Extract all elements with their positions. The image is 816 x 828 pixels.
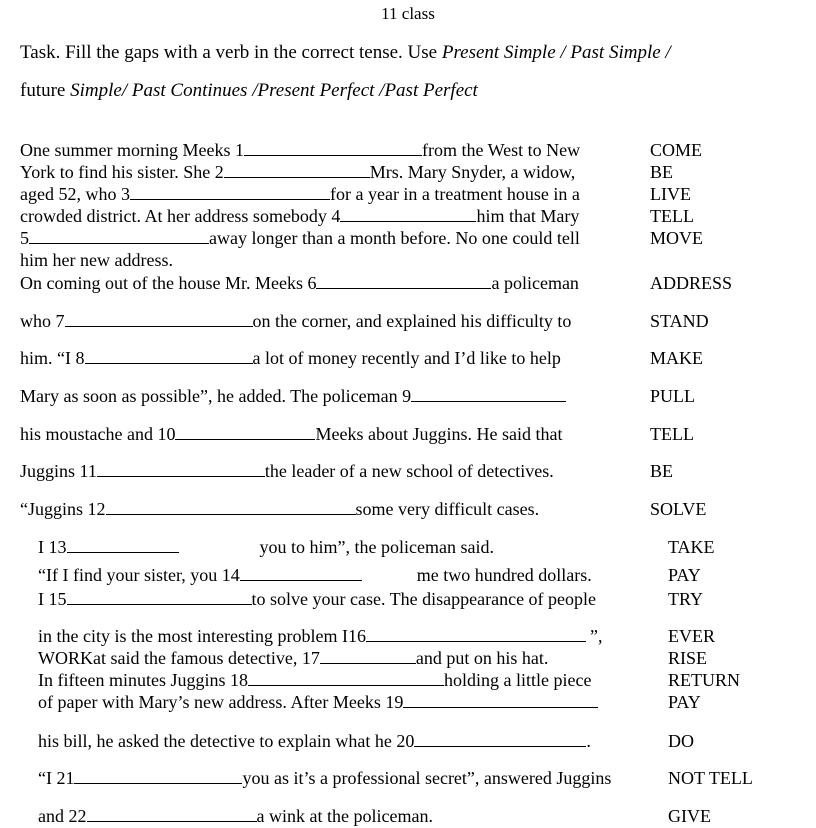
text-line xyxy=(38,648,548,669)
line-text-before: “If I find your sister, you 14 xyxy=(38,565,240,585)
line-text-before: his moustache and 10 xyxy=(20,424,176,444)
gap-blank[interactable] xyxy=(316,273,491,289)
text-line xyxy=(38,537,494,558)
task-tenses: Simple/ Past Continues /Present Perfect /Past Perfect xyxy=(70,80,478,101)
line-text-before: in the city is the most interesting problem I16 xyxy=(38,626,366,646)
line-text-before: WORKat said the famous detective, 17 xyxy=(38,648,320,668)
class-heading: 11 class xyxy=(381,4,435,23)
line-text-after: you to him”, the policeman said. xyxy=(259,537,494,557)
gap-blank[interactable] xyxy=(414,731,586,747)
verb-hint: DO xyxy=(668,731,694,751)
line-text-after: for a year in a treatment house in a xyxy=(329,184,580,204)
gap-blank[interactable] xyxy=(403,692,598,708)
line-text-before: I 13 xyxy=(38,537,67,557)
text-line xyxy=(38,589,596,610)
verb-hint: MOVE xyxy=(650,228,703,248)
line-text-after: some very difficult cases. xyxy=(355,499,540,519)
line-text-before: crowded district. At her address somebody 4 xyxy=(20,206,341,226)
text-line xyxy=(20,273,579,294)
line-text-after: to solve your case. The disappearance of people xyxy=(251,589,597,609)
text-line: him her new address. xyxy=(20,250,173,270)
gap-blank[interactable] xyxy=(67,589,252,605)
verb-hint: RETURN xyxy=(668,670,740,690)
line-text-after: ”, xyxy=(589,626,603,646)
gap-blank[interactable] xyxy=(29,228,209,244)
text-line xyxy=(20,386,566,407)
line-text-before: In fifteen minutes Juggins 18 xyxy=(38,670,248,690)
verb-hint: STAND xyxy=(650,311,709,331)
verb-hint: TELL xyxy=(650,206,694,226)
text-line xyxy=(20,184,580,205)
line-text-before: Mary as soon as possible”, he added. The policeman 9 xyxy=(20,386,412,406)
gap-blank[interactable] xyxy=(248,670,444,686)
line-text-after: a wink at the policeman. xyxy=(256,806,433,826)
verb-hint: PAY xyxy=(668,565,701,585)
verb-hint: TRY xyxy=(668,589,704,609)
line-text-after: from the West to New xyxy=(421,140,581,160)
text-line xyxy=(20,348,561,369)
line-text-before: “I 21 xyxy=(38,768,75,788)
text-line xyxy=(38,731,591,752)
text-line xyxy=(20,499,539,520)
verb-hint: NOT TELL xyxy=(668,768,753,788)
line-text-before: his bill, he asked the detective to explain what he 20 xyxy=(38,731,415,751)
gap-blank[interactable] xyxy=(244,140,422,156)
gap-blank[interactable] xyxy=(87,806,257,822)
line-text-before: “Juggins 12 xyxy=(20,499,106,519)
task-tenses: Present Simple / Past Simple / xyxy=(441,42,671,63)
gap-blank[interactable] xyxy=(74,768,242,784)
gap-blank[interactable] xyxy=(67,537,179,553)
line-text-after: Meeks about Juggins. He said that xyxy=(315,424,563,444)
text-line xyxy=(20,311,571,332)
line-text-after: a policeman xyxy=(491,273,579,293)
verb-hint: BE xyxy=(650,461,674,481)
line-text-before: One summer morning Meeks 1 xyxy=(20,140,244,160)
line-text-after: you as it’s a professional secret”, answered Juggins xyxy=(242,768,612,788)
line-text-after: a lot of money recently and I’d like to help xyxy=(252,348,561,368)
text-line xyxy=(20,162,575,183)
gap-blank[interactable] xyxy=(130,184,330,200)
text-line xyxy=(20,424,562,445)
text-line xyxy=(38,768,611,789)
gap-blank[interactable] xyxy=(411,386,566,402)
line-text-before: On coming out of the house Mr. Meeks 6 xyxy=(20,273,317,293)
line-text-after: away longer than a month before. No one could tell xyxy=(209,228,580,248)
line-text-after: him that Mary xyxy=(476,206,580,226)
verb-hint: TAKE xyxy=(668,537,715,557)
text-line xyxy=(38,565,592,586)
task-text: future xyxy=(20,80,71,101)
gap-blank[interactable] xyxy=(65,311,253,327)
line-text-before: aged 52, who 3 xyxy=(20,184,130,204)
line-text-after: . xyxy=(586,731,591,751)
verb-hint: BE xyxy=(650,162,674,182)
verb-hint: MAKE xyxy=(650,348,703,368)
line-text-before: 5 xyxy=(20,228,29,248)
line-text-before: him. “I 8 xyxy=(20,348,85,368)
line-text-before: who 7 xyxy=(20,311,65,331)
gap-blank[interactable] xyxy=(97,461,265,477)
text-line xyxy=(20,228,580,249)
gap-blank[interactable] xyxy=(340,206,476,222)
line-text-before: I 15 xyxy=(38,589,67,609)
task-instruction-line-1 xyxy=(20,42,671,64)
text-line xyxy=(38,670,591,691)
text-line xyxy=(38,692,598,713)
gap-blank[interactable] xyxy=(175,424,315,440)
verb-hint: PULL xyxy=(650,386,695,406)
verb-hint: LIVE xyxy=(650,184,691,204)
text-line xyxy=(38,626,602,647)
verb-hint: EVER xyxy=(668,626,715,646)
line-text-after: Mrs. Mary Snyder, a widow, xyxy=(369,162,576,182)
line-text-before: York to find his sister. She 2 xyxy=(20,162,224,182)
verb-hint: PAY xyxy=(668,692,701,712)
verb-hint: GIVE xyxy=(668,806,711,826)
line-text-after: on the corner, and explained his difficulty to xyxy=(252,311,572,331)
line-text-before: of paper with Mary’s new address. After Meeks 19 xyxy=(38,692,404,712)
verb-hint: COME xyxy=(650,140,703,160)
verb-hint: SOLVE xyxy=(650,499,707,519)
line-text-before: and 22 xyxy=(38,806,87,826)
line-text-after: and put on his hat. xyxy=(415,648,549,668)
text-line xyxy=(20,206,579,227)
gap-blank[interactable] xyxy=(85,348,253,364)
gap-blank[interactable] xyxy=(106,499,356,515)
verb-hint: RISE xyxy=(668,648,708,668)
text-line xyxy=(20,461,554,482)
task-text: Task. Fill the gaps with a verb in the correct tense. Use xyxy=(20,42,442,63)
gap-blank[interactable] xyxy=(224,162,370,178)
verb-hint: TELL xyxy=(650,424,694,444)
line-text-after: me two hundred dollars. xyxy=(416,565,592,585)
line-text-after: holding a little piece xyxy=(443,670,592,690)
gap-blank[interactable] xyxy=(240,565,362,581)
task-instruction-line-2 xyxy=(20,80,478,102)
line-text-after: the leader of a new school of detectives. xyxy=(264,461,554,481)
text-line xyxy=(20,140,580,161)
line-text-before: Juggins 11 xyxy=(20,461,97,481)
text-line xyxy=(38,806,433,827)
gap-blank[interactable] xyxy=(366,626,586,642)
gap-blank[interactable] xyxy=(320,648,416,664)
verb-hint: ADDRESS xyxy=(650,273,733,293)
